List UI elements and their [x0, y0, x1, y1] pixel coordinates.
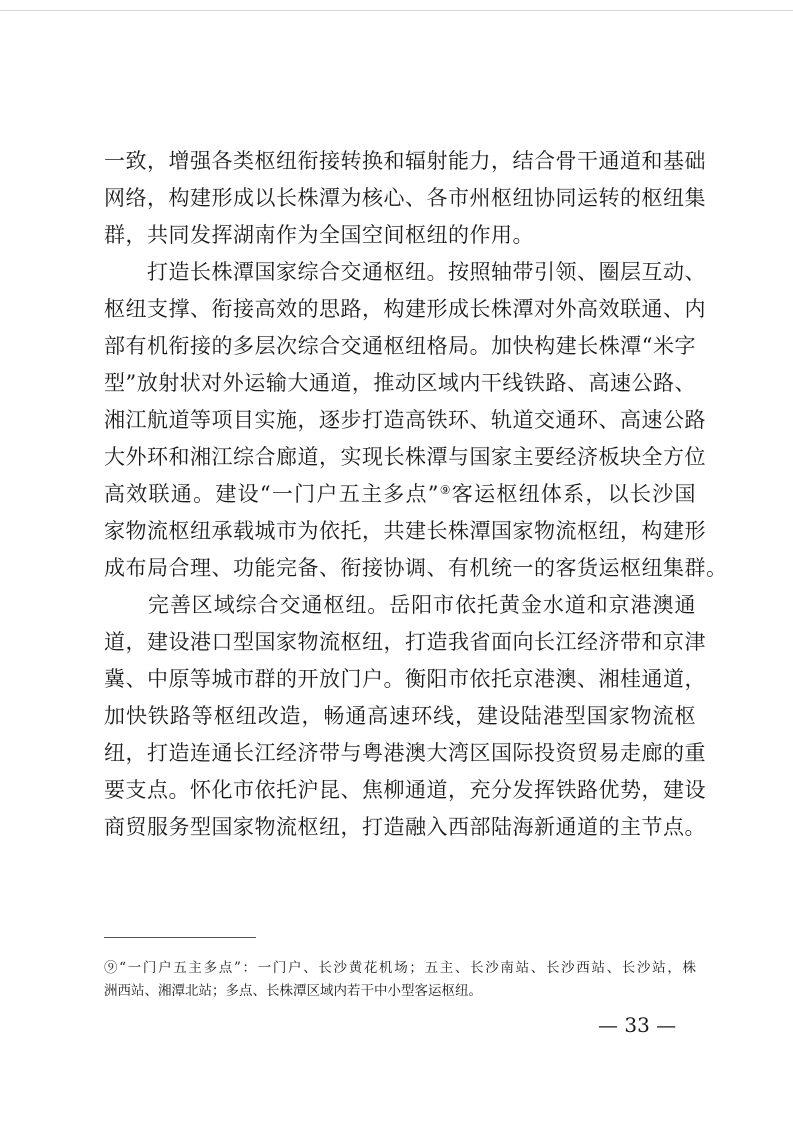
- footnote-separator: [104, 937, 256, 938]
- text-line: 冀、中原等城市群的开放门户。衡阳市依托京港澳、湘桂通道，: [104, 667, 706, 691]
- text-line: 成布局合理、功能完备、衔接协调、有机统一的客货运枢纽集群。: [104, 556, 728, 580]
- footnote: [104, 957, 696, 1003]
- text-line: 打造长株潭国家综合交通枢纽。按照轴带引领、圈层互动、: [104, 260, 706, 284]
- text-line: 枢纽支撑、衔接高效的思路，构建形成长株潭对外高效联通、内: [104, 297, 706, 321]
- text-line-tail: 客运枢纽体系，以长沙国: [451, 482, 696, 506]
- text-line: 家物流枢纽承载城市为依托，共建长株潭国家物流枢纽，构建形: [104, 519, 706, 543]
- paragraph-3: [104, 590, 706, 842]
- text-line: 湘江航道等项目实施，逐步打造高铁环、轨道交通环、高速公路: [104, 408, 706, 432]
- paragraph-1: [104, 146, 706, 250]
- text-line: 大外环和湘江综合廊道，实现长株潭与国家主要经济板块全方位: [104, 445, 706, 469]
- text-line: 完善区域综合交通枢纽。岳阳市依托黄金水道和京港澳通: [104, 593, 696, 617]
- body-text: [104, 146, 728, 849]
- page-number: — 33 —: [598, 1013, 677, 1037]
- text-line-with-footnote-ref: [104, 479, 696, 509]
- text-line: 纽，打造连通长江经济带与粤港澳大湾区国际投资贸易走廊的重: [104, 741, 706, 765]
- text-line: 网络，构建形成以长株潭为核心、各市州枢纽协同运转的枢纽集: [104, 186, 706, 210]
- text-line: 道，建设港口型国家物流枢纽，打造我省面向长江经济带和京津: [104, 630, 706, 654]
- text-line: 型”放射状对外运输大通道，推动区域内干线铁路、高速公路、: [104, 371, 696, 395]
- text-line: 商贸服务型国家物流枢纽，打造融入西部陆海新通道的主节点。: [104, 815, 706, 839]
- top-rule: [0, 10, 793, 11]
- footnote-reference[interactable]: ⑨: [439, 483, 452, 497]
- footnote-line: 洲西站、湘潭北站；多点、长株潭区域内若干中小型客运枢纽。: [104, 983, 482, 999]
- text-line: 一致，增强各类枢纽衔接转换和辐射能力，结合骨干通道和基础: [104, 149, 706, 173]
- text-line: 要支点。怀化市依托沪昆、焦柳通道，充分发挥铁路优势，建设: [104, 778, 706, 802]
- text-line: 部有机衔接的多层次综合交通枢纽格局。加快构建长株潭“米字: [104, 334, 696, 358]
- text-line: 加快铁路等枢纽改造，畅通高速环线，建设陆港型国家物流枢: [104, 704, 696, 728]
- paragraph-2: [104, 257, 728, 583]
- footnote-line: ⑨“一门户五主多点”：一门户、长沙黄花机场；五主、长沙南站、长沙西站、长沙站，株: [104, 960, 696, 976]
- text-line-head: 高效联通。建设“一门户五主多点”: [104, 482, 439, 506]
- text-line: 群，共同发挥湖南作为全国空间枢纽的作用。: [104, 223, 534, 247]
